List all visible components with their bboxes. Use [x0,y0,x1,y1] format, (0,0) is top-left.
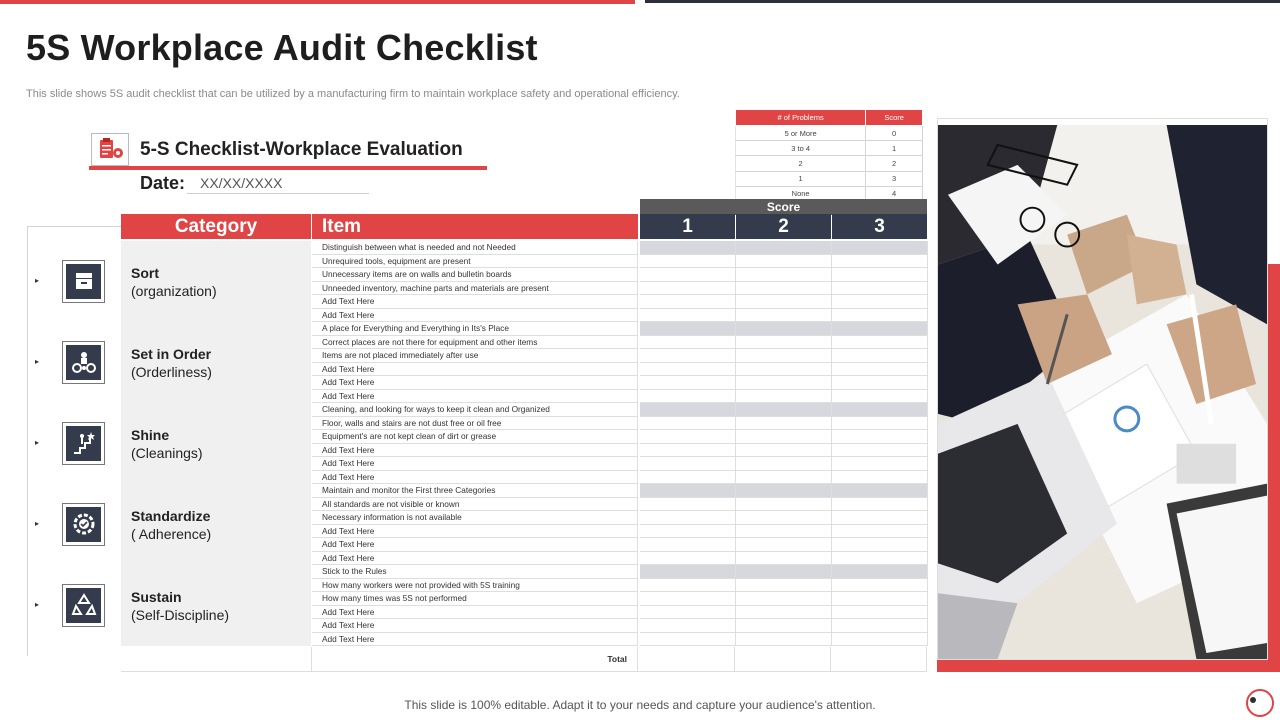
item-text: Correct places are not there for equipment and other items [312,336,638,350]
left-connector-line [27,226,28,656]
score-cell-1[interactable] [640,538,736,552]
score-cell-1[interactable] [640,241,736,255]
legend-score-cell: 4 [866,186,923,201]
score-cell-3[interactable] [832,444,928,458]
evaluation-title: 5-S Checklist-Workplace Evaluation [140,139,463,160]
score-column-3-header: 3 [832,214,927,239]
score-cell-2[interactable] [736,430,832,444]
score-cell-2[interactable] [736,565,832,579]
table-row [312,633,927,647]
score-cell-2[interactable] [736,268,832,282]
worker-gears-icon [62,341,105,384]
total-row-category-cell [121,647,312,672]
score-cell-2[interactable] [736,471,832,485]
table-row [312,457,927,471]
table-row [312,295,927,309]
score-cell-3[interactable] [832,363,928,377]
table-row [312,444,927,458]
score-cell-2[interactable] [736,552,832,566]
legend-score-cell: 0 [866,126,923,141]
category-name: Sort [131,264,159,281]
table-row [312,606,927,620]
score-cell-2[interactable] [736,349,832,363]
score-column-1-header: 1 [640,214,735,239]
score-cell-3[interactable] [832,538,928,552]
arrow-icon: ▸ [35,275,40,285]
score-cell-1[interactable] [640,268,736,282]
category-description: (Cleanings) [131,444,203,461]
brand-corner-icon [1246,689,1274,717]
gear-check-icon [62,503,105,546]
item-text: Distinguish between what is needed and not Needed [312,241,638,255]
score-cell-1[interactable] [640,322,736,336]
table-row [312,430,927,444]
table-row [312,349,927,363]
score-cell-3[interactable] [832,457,928,471]
legend-body [736,126,923,202]
icon-background [66,264,101,299]
score-cell-1[interactable] [640,511,736,525]
legend-problems-cell: 3 to 4 [736,141,866,156]
score-cell-1[interactable] [640,579,736,593]
legend-row [736,156,923,171]
score-cell-1[interactable] [640,525,736,539]
table-row [312,417,927,431]
score-cell-3[interactable] [832,336,928,350]
category-label [131,426,203,462]
table-row [312,579,927,593]
category-block-sustain [121,565,311,646]
icon-background [66,507,101,542]
item-text: Add Text Here [312,376,638,390]
score-cell-3[interactable] [832,376,928,390]
score-cell-1[interactable] [640,403,736,417]
score-cell-3[interactable] [832,633,928,647]
table-row [312,309,927,323]
score-cell-2[interactable] [736,282,832,296]
legend-header-problems: # of Problems [736,110,866,126]
meeting-photo-illustration [938,125,1267,659]
item-text: Add Text Here [312,295,638,309]
score-cell-2[interactable] [736,403,832,417]
item-text: A place for Everything and Everything in Its's Place [312,322,638,336]
score-cell-2[interactable] [736,309,832,323]
score-cell-1[interactable] [640,444,736,458]
score-cell-3[interactable] [832,255,928,269]
table-row [312,282,927,296]
score-cell-2[interactable] [736,255,832,269]
item-text: Unneeded inventory, machine parts and materials are present [312,282,638,296]
item-text: Add Text Here [312,525,638,539]
category-label [131,345,212,381]
table-row [312,619,927,633]
legend-score-cell: 3 [866,171,923,186]
score-cell-1[interactable] [640,417,736,431]
score-cell-3[interactable] [832,430,928,444]
score-cell-1[interactable] [640,457,736,471]
score-cell-3[interactable] [832,322,928,336]
score-cell-2[interactable] [736,606,832,620]
score-cell-2[interactable] [736,417,832,431]
table-row [312,592,927,606]
category-block-set-in-order [121,322,311,403]
score-cell-3[interactable] [832,511,928,525]
table-row [312,255,927,269]
date-field[interactable]: XX/XX/XXXX [187,175,369,194]
legend-score-cell: 1 [866,141,923,156]
legend-row [736,171,923,186]
table-row [312,376,927,390]
score-cell-1[interactable] [640,295,736,309]
table-row [312,390,927,404]
item-text: Unnecessary items are on walls and bulletin boards [312,268,638,282]
page-title: 5S Workplace Audit Checklist [26,27,538,68]
score-header: Score [640,199,927,215]
score-cell-1[interactable] [640,471,736,485]
score-cell-3[interactable] [832,552,928,566]
climbing-stairs-icon [62,422,105,465]
score-cell-1[interactable] [640,633,736,647]
score-cell-3[interactable] [832,349,928,363]
clipboard-gear-icon [92,134,128,165]
checklist-logo [91,133,129,166]
score-cell-3[interactable] [832,282,928,296]
category-name: Standardize [131,507,211,524]
item-text: Items are not placed immediately after use [312,349,638,363]
item-text: All standards are not visible or known [312,498,638,512]
score-cell-3[interactable] [832,268,928,282]
score-cell-1[interactable] [640,430,736,444]
item-text: Add Text Here [312,444,638,458]
score-cell-3[interactable] [832,606,928,620]
score-cell-1[interactable] [640,363,736,377]
score-cell-1[interactable] [640,498,736,512]
icon-background [66,588,101,623]
table-row [312,471,927,485]
score-cell-1[interactable] [640,565,736,579]
score-cell-2[interactable] [736,498,832,512]
item-text: Add Text Here [312,471,638,485]
category-name: Set in Order [131,345,212,362]
recycle-icon [62,584,105,627]
score-cell-1[interactable] [640,336,736,350]
score-cell-3[interactable] [832,417,928,431]
score-cell-1[interactable] [640,255,736,269]
table-row [312,552,927,566]
score-cell-3[interactable] [832,498,928,512]
category-block-sort [121,241,311,322]
item-text: Add Text Here [312,538,638,552]
score-cell-2[interactable] [736,376,832,390]
category-description: ( Adherence) [131,525,212,542]
page-subtitle: This slide shows 5S audit checklist that can be utilized by a manufacturing firm to maintain workplace safety and operational efficiency. [26,88,680,100]
score-cell-3[interactable] [832,403,928,417]
score-cell-3[interactable] [832,579,928,593]
score-cell-1[interactable] [640,349,736,363]
total-score-3-cell[interactable] [831,647,927,672]
score-cell-3[interactable] [832,471,928,485]
item-text: Equipment's are not kept clean of dirt or grease [312,430,638,444]
evaluation-title-underline [89,166,487,170]
score-cell-2[interactable] [736,619,832,633]
icon-background [66,426,101,461]
category-description: (Self-Discipline) [131,606,230,623]
icon-background [66,345,101,380]
score-cell-1[interactable] [640,390,736,404]
photo-accent-bottom [937,658,1280,672]
category-column-header: Category [121,214,311,239]
score-cell-3[interactable] [832,525,928,539]
score-cell-2[interactable] [736,579,832,593]
photo-accent-right [1266,264,1280,672]
category-label [131,264,217,300]
item-text: Floor, walls and stairs are not dust free or oil free [312,417,638,431]
table-row [312,498,927,512]
table-row [312,484,927,498]
score-cell-2[interactable] [736,322,832,336]
top-accent-bar-red [0,0,635,4]
category-name: Shine [131,426,170,443]
legend-problems-cell: 2 [736,156,866,171]
item-text: Add Text Here [312,619,638,633]
score-cell-1[interactable] [640,309,736,323]
category-description: (Orderliness) [131,363,212,380]
score-cell-2[interactable] [736,363,832,377]
item-text: Necessary information is not available [312,511,638,525]
score-cell-3[interactable] [832,592,928,606]
item-text: Add Text Here [312,390,638,404]
score-cell-1[interactable] [640,592,736,606]
table-row [312,322,927,336]
item-text: Add Text Here [312,633,638,647]
score-cell-2[interactable] [736,390,832,404]
archive-icon [62,260,105,303]
legend-score-cell: 2 [866,156,923,171]
table-row [312,511,927,525]
item-text: Add Text Here [312,363,638,377]
score-cell-3[interactable] [832,295,928,309]
legend-problems-cell: 5 or More [736,126,866,141]
item-text: Unrequired tools, equipment are present [312,255,638,269]
arrow-icon: ▸ [35,599,40,609]
score-cell-2[interactable] [736,457,832,471]
problems-score-legend [735,109,923,202]
table-row [312,268,927,282]
score-cell-2[interactable] [736,444,832,458]
score-cell-3[interactable] [832,484,928,498]
table-row [312,525,927,539]
category-block-standardize [121,484,311,565]
date-label: Date: [140,173,186,193]
score-cell-1[interactable] [640,619,736,633]
score-cell-3[interactable] [832,390,928,404]
item-text: Add Text Here [312,309,638,323]
arrow-icon: ▸ [35,437,40,447]
item-text: How many workers were not provided with 5S training [312,579,638,593]
category-block-shine [121,403,311,484]
score-cell-3[interactable] [832,241,928,255]
legend-problems-cell: None [736,186,866,201]
score-cell-1[interactable] [640,606,736,620]
score-cell-2[interactable] [736,295,832,309]
item-text: How many times was 5S not performed [312,592,638,606]
score-column-2-header: 2 [736,214,831,239]
score-cell-1[interactable] [640,552,736,566]
score-cell-3[interactable] [832,309,928,323]
score-cell-2[interactable] [736,592,832,606]
left-connector-top [27,226,121,227]
score-cell-3[interactable] [832,565,928,579]
score-cell-1[interactable] [640,376,736,390]
arrow-icon: ▸ [35,518,40,528]
item-text: Add Text Here [312,457,638,471]
item-text: Maintain and monitor the First three Categories [312,484,638,498]
score-cell-1[interactable] [640,282,736,296]
score-cell-2[interactable] [736,241,832,255]
table-row [312,565,927,579]
legend-row [736,126,923,141]
score-cell-2[interactable] [736,511,832,525]
table-row [312,538,927,552]
score-cell-2[interactable] [736,484,832,498]
item-text: Cleaning, and looking for ways to keep it clean and Organized [312,403,638,417]
table-row [312,241,927,255]
category-label [131,507,211,543]
score-cell-2[interactable] [736,633,832,647]
legend-header-score: Score [866,110,923,126]
top-accent-bar-dark [645,0,1280,3]
item-text: Add Text Here [312,606,638,620]
table-row [312,363,927,377]
total-row [121,647,927,672]
score-cell-1[interactable] [640,484,736,498]
legend-row [736,141,923,156]
category-name: Sustain [131,588,182,605]
legend-problems-cell: 1 [736,171,866,186]
item-column-header: Item [312,214,638,239]
table-row [312,336,927,350]
item-text: Stick to the Rules [312,565,638,579]
score-cell-2[interactable] [736,525,832,539]
total-label: Total [312,647,638,672]
total-score-1-cell[interactable] [639,647,735,672]
item-text: Add Text Here [312,552,638,566]
business-meeting-photo [937,118,1268,660]
score-cell-2[interactable] [736,538,832,552]
total-score-2-cell[interactable] [735,647,831,672]
table-row [312,403,927,417]
score-cell-2[interactable] [736,336,832,350]
category-description: (organization) [131,282,217,299]
arrow-icon: ▸ [35,356,40,366]
footer-note: This slide is 100% editable. Adapt it to your needs and capture your audience's attention. [404,698,876,712]
score-cell-3[interactable] [832,619,928,633]
category-label [131,588,229,624]
